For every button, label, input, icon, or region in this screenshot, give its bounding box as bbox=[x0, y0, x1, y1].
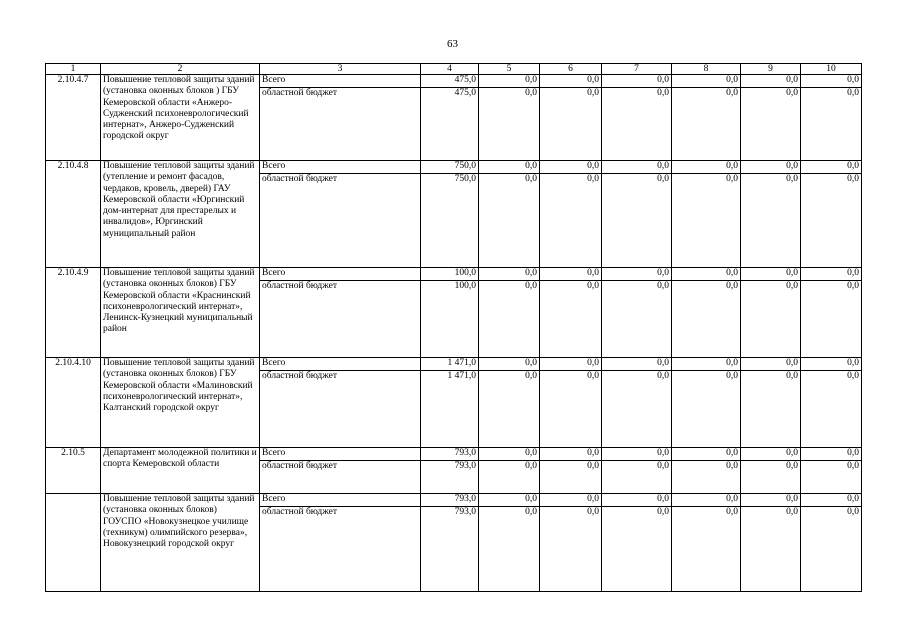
value-cell: 0,0 bbox=[672, 494, 741, 507]
source-total: Всего bbox=[260, 448, 421, 461]
value-cell: 0,0 bbox=[672, 281, 741, 358]
column-header: 6 bbox=[540, 64, 602, 75]
row-code: 2.10.4.10 bbox=[46, 358, 101, 448]
value-cell: 0,0 bbox=[479, 161, 540, 174]
value-cell: 100,0 bbox=[421, 268, 479, 281]
value-cell: 1 471,0 bbox=[421, 358, 479, 371]
source-total: Всего bbox=[260, 358, 421, 371]
value-cell: 0,0 bbox=[479, 461, 540, 494]
value-cell: 0,0 bbox=[479, 358, 540, 371]
column-number-row bbox=[46, 64, 862, 75]
value-cell: 0,0 bbox=[479, 88, 540, 161]
column-header: 3 bbox=[260, 64, 421, 75]
value-cell: 0,0 bbox=[602, 174, 672, 268]
table-row bbox=[46, 161, 862, 174]
value-cell: 0,0 bbox=[602, 268, 672, 281]
value-cell: 0,0 bbox=[741, 174, 801, 268]
table-body bbox=[46, 64, 862, 592]
source-regional-budget: областной бюджет bbox=[260, 461, 421, 494]
value-cell: 0,0 bbox=[479, 507, 540, 592]
value-cell: 0,0 bbox=[741, 268, 801, 281]
value-cell: 0,0 bbox=[672, 174, 741, 268]
value-cell: 0,0 bbox=[479, 281, 540, 358]
column-header: 8 bbox=[672, 64, 741, 75]
value-cell: 0,0 bbox=[801, 161, 862, 174]
value-cell: 0,0 bbox=[801, 75, 862, 88]
value-cell: 0,0 bbox=[672, 448, 741, 461]
value-cell: 0,0 bbox=[801, 448, 862, 461]
value-cell: 0,0 bbox=[672, 268, 741, 281]
value-cell: 0,0 bbox=[540, 448, 602, 461]
value-cell: 0,0 bbox=[672, 507, 741, 592]
value-cell: 0,0 bbox=[602, 461, 672, 494]
value-cell: 0,0 bbox=[540, 358, 602, 371]
column-header: 4 bbox=[421, 64, 479, 75]
value-cell: 0,0 bbox=[672, 75, 741, 88]
value-cell: 1 471,0 bbox=[421, 371, 479, 448]
value-cell: 750,0 bbox=[421, 161, 479, 174]
value-cell: 0,0 bbox=[672, 461, 741, 494]
value-cell: 0,0 bbox=[741, 358, 801, 371]
source-total: Всего bbox=[260, 268, 421, 281]
row-description: Повышение тепловой защиты зданий (установка оконных блоков) ГБУ Кемеровской области «Малиновский психоневрологический интернат», Калтанский городской округ bbox=[101, 358, 260, 448]
row-code: 2.10.4.7 bbox=[46, 75, 101, 161]
value-cell: 0,0 bbox=[479, 75, 540, 88]
value-cell: 0,0 bbox=[602, 371, 672, 448]
value-cell: 0,0 bbox=[672, 371, 741, 448]
value-cell: 0,0 bbox=[672, 161, 741, 174]
value-cell: 0,0 bbox=[801, 507, 862, 592]
value-cell: 0,0 bbox=[479, 448, 540, 461]
column-header: 9 bbox=[741, 64, 801, 75]
column-header: 1 bbox=[46, 64, 101, 75]
source-regional-budget: областной бюджет bbox=[260, 174, 421, 268]
value-cell: 0,0 bbox=[741, 75, 801, 88]
value-cell: 0,0 bbox=[741, 507, 801, 592]
column-header: 5 bbox=[479, 64, 540, 75]
value-cell: 0,0 bbox=[602, 358, 672, 371]
value-cell: 793,0 bbox=[421, 494, 479, 507]
source-regional-budget: областной бюджет bbox=[260, 507, 421, 592]
value-cell: 0,0 bbox=[801, 281, 862, 358]
value-cell: 0,0 bbox=[479, 371, 540, 448]
value-cell: 0,0 bbox=[540, 161, 602, 174]
value-cell: 0,0 bbox=[602, 161, 672, 174]
value-cell: 0,0 bbox=[540, 88, 602, 161]
value-cell: 0,0 bbox=[479, 174, 540, 268]
value-cell: 100,0 bbox=[421, 281, 479, 358]
value-cell: 0,0 bbox=[602, 494, 672, 507]
value-cell: 0,0 bbox=[801, 494, 862, 507]
page-number: 63 bbox=[447, 38, 458, 50]
value-cell: 0,0 bbox=[741, 88, 801, 161]
value-cell: 0,0 bbox=[602, 75, 672, 88]
source-total: Всего bbox=[260, 161, 421, 174]
value-cell: 0,0 bbox=[672, 358, 741, 371]
table-row bbox=[46, 448, 862, 461]
source-total: Всего bbox=[260, 75, 421, 88]
value-cell: 0,0 bbox=[672, 88, 741, 161]
column-header: 2 bbox=[101, 64, 260, 75]
value-cell: 793,0 bbox=[421, 448, 479, 461]
source-regional-budget: областной бюджет bbox=[260, 371, 421, 448]
value-cell: 0,0 bbox=[479, 494, 540, 507]
row-description: Департамент молодежной политики и спорта Кемеровской области bbox=[101, 448, 260, 494]
row-code: 2.10.5 bbox=[46, 448, 101, 494]
value-cell: 0,0 bbox=[801, 88, 862, 161]
table-row bbox=[46, 358, 862, 371]
table-row bbox=[46, 268, 862, 281]
value-cell: 475,0 bbox=[421, 88, 479, 161]
value-cell: 0,0 bbox=[741, 161, 801, 174]
value-cell: 0,0 bbox=[602, 281, 672, 358]
value-cell: 0,0 bbox=[602, 448, 672, 461]
value-cell: 0,0 bbox=[540, 507, 602, 592]
value-cell: 0,0 bbox=[479, 268, 540, 281]
table-row bbox=[46, 75, 862, 88]
source-total: Всего bbox=[260, 494, 421, 507]
row-description: Повышение тепловой защиты зданий (установка оконных блоков) ГБУ Кемеровской области «Краснинский психоневрологический интернат», Ленинск-Кузнецкий муниципальный район bbox=[101, 268, 260, 358]
value-cell: 0,0 bbox=[801, 461, 862, 494]
column-header: 10 bbox=[801, 64, 862, 75]
row-description: Повышение тепловой защиты зданий (утепление и ремонт фасадов, чердаков, кровель, дверей) ГАУ Кемеровской области «Юргинский дом-интернат для престарелых и инвалидов», Юргинский муниципальный район bbox=[101, 161, 260, 268]
value-cell: 0,0 bbox=[741, 461, 801, 494]
table-row bbox=[46, 494, 862, 507]
value-cell: 0,0 bbox=[540, 174, 602, 268]
value-cell: 793,0 bbox=[421, 461, 479, 494]
row-description: Повышение тепловой защиты зданий (установка оконных блоков ) ГБУ Кемеровской области «Анжеро-Судженский психоневрологический интернат», Анжеро-Судженский городской округ bbox=[101, 75, 260, 161]
value-cell: 0,0 bbox=[602, 88, 672, 161]
column-header: 7 bbox=[602, 64, 672, 75]
value-cell: 0,0 bbox=[540, 461, 602, 494]
value-cell: 475,0 bbox=[421, 75, 479, 88]
value-cell: 0,0 bbox=[602, 507, 672, 592]
source-regional-budget: областной бюджет bbox=[260, 281, 421, 358]
source-regional-budget: областной бюджет bbox=[260, 88, 421, 161]
row-code bbox=[46, 494, 101, 592]
row-code: 2.10.4.9 bbox=[46, 268, 101, 358]
value-cell: 0,0 bbox=[741, 281, 801, 358]
row-description: Повышение тепловой защиты зданий (установка оконных блоков) ГОУСПО «Новокузнецкое училище (техникум) олимпийского резерва», Новокузнецкий городской округ bbox=[101, 494, 260, 592]
value-cell: 0,0 bbox=[540, 281, 602, 358]
value-cell: 0,0 bbox=[540, 268, 602, 281]
value-cell: 0,0 bbox=[540, 494, 602, 507]
row-code: 2.10.4.8 bbox=[46, 161, 101, 268]
value-cell: 0,0 bbox=[540, 75, 602, 88]
value-cell: 0,0 bbox=[801, 358, 862, 371]
value-cell: 793,0 bbox=[421, 507, 479, 592]
value-cell: 0,0 bbox=[741, 494, 801, 507]
value-cell: 0,0 bbox=[801, 371, 862, 448]
value-cell: 0,0 bbox=[741, 371, 801, 448]
value-cell: 0,0 bbox=[801, 268, 862, 281]
budget-table bbox=[45, 63, 862, 592]
value-cell: 750,0 bbox=[421, 174, 479, 268]
value-cell: 0,0 bbox=[801, 174, 862, 268]
value-cell: 0,0 bbox=[540, 371, 602, 448]
value-cell: 0,0 bbox=[741, 448, 801, 461]
